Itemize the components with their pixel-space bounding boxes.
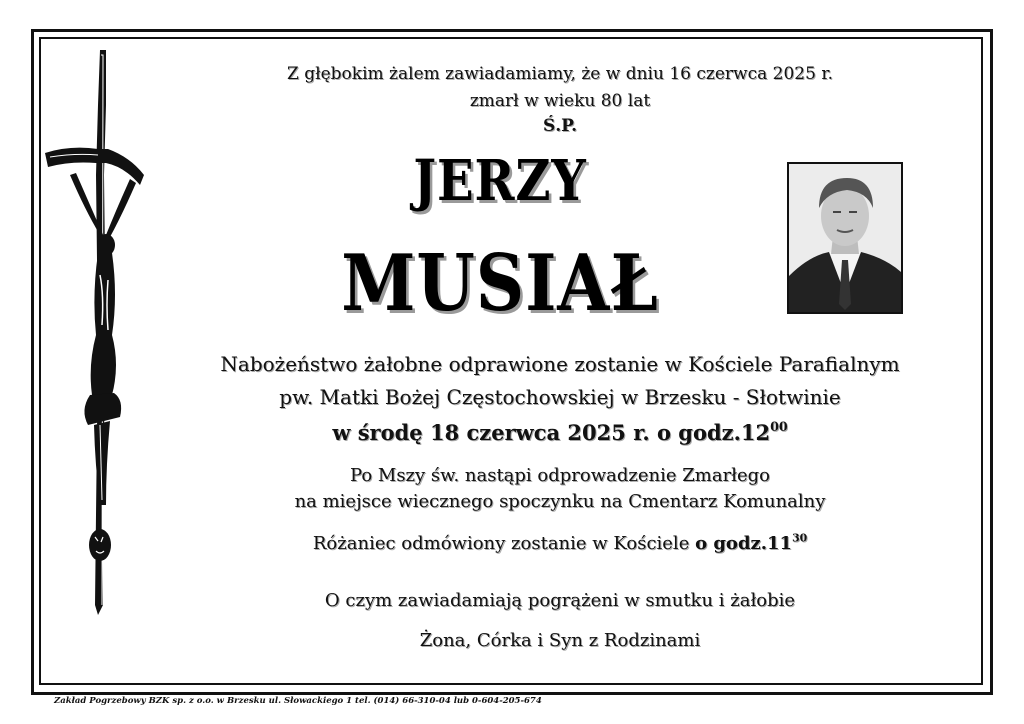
burial-line-1: Po Mszy św. nastąpi odprowadzenie Zmarłego xyxy=(349,465,771,486)
rosary-time xyxy=(695,533,807,554)
notice-text xyxy=(130,0,990,700)
mass-date-text: w środę 18 czerwca 2025 r. o godz.12 xyxy=(332,420,771,445)
intro-line-2: zmarł w wieku 80 lat xyxy=(469,91,651,111)
last-name: MUSIAŁ xyxy=(341,238,659,329)
burial-line-2: na miejsce wiecznego spoczynku na Cmentarz Komunalny xyxy=(294,491,826,512)
family-signature: Żona, Córka i Syn z Rodzinami xyxy=(419,630,701,651)
intro-line-1: Z głębokim żalem zawiadamiamy, że w dniu 16 czerwca 2025 r. xyxy=(286,64,833,84)
mass-date xyxy=(130,420,990,445)
mass-line-1: Nabożeństwo żałobne odprawione zostanie w Kościele Parafialnym xyxy=(220,352,900,376)
rosary-time-text: o godz.11 xyxy=(695,533,793,554)
funeral-home-footer: Zakład Pogrzebowy BZK sp. z o.o. w Brzesku ul. Słowackiego 1 tel. (014) 66-310-04 lub 0-604-205-674 xyxy=(54,696,542,706)
mass-line-2: pw. Matki Bożej Częstochowskiej w Brzesku - Słotwinie xyxy=(279,385,841,409)
first-name: JERZY xyxy=(413,148,587,214)
closing-line: O czym zawiadamiają pogrążeni w smutku i żałobie xyxy=(324,590,796,611)
honorific: Ś.P. xyxy=(542,116,578,136)
rosary-time-minutes: 30 xyxy=(792,531,808,545)
rosary-text: Różaniec odmówiony zostanie w Kościele xyxy=(312,533,696,554)
rosary-line xyxy=(130,533,990,554)
mass-time-minutes: 00 xyxy=(770,419,788,435)
